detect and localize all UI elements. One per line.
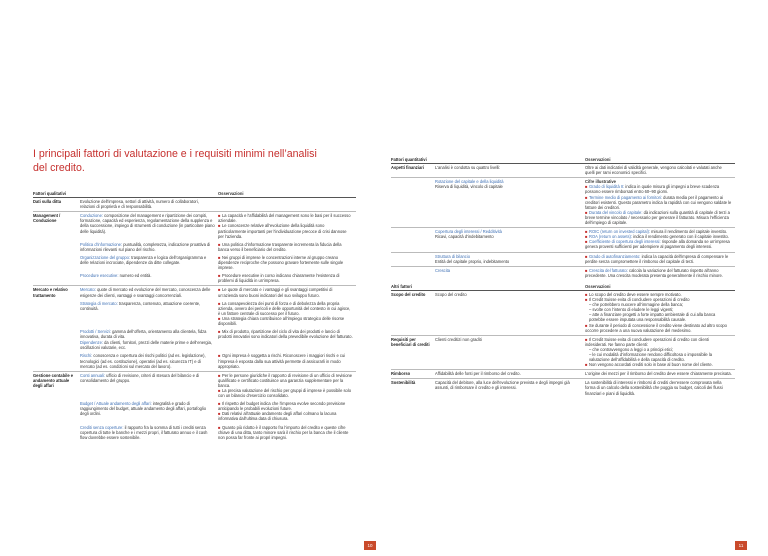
row-label: Scopo del credito <box>391 291 426 297</box>
item-label: Dipendenze: <box>80 340 103 346</box>
right-page <box>384 0 768 556</box>
table-row: Mercato e relativo trattamento Mercato: quote di mercato ed evoluzione del mercato, conoscenza delle esigenze dei clienti, vantaggi e svantaggi concorrenziali. ■ Le quote di mercato e i vantaggi e gli svantaggi competitivi di un’azienda sono buoni indicatori del suo sviluppo futuro. Strategia di mercato: trasparenza, contenuto, attuazione coerente, continuità. ■ La consapevolezza dei punti di forza e di debolezza della propria azienda, ovvero dei pericoli e delle opportunità del contesto in cui agisce, è un fattore centrale di successo per il futuro. ■ Una strategia chiara contribuisce all’impiego strategico delle risorse disponibili. Prodotti / Servizi: gamma dell’offerta, orientamento alla clientela, fidza innovativa, durata di vita. Dipendenze: da clienti, fornitori, prezzi delle materie prime e dell’energia, oscillazioni valutarie, ecc. ■ Mix di prodotto, ripartizione del ciclo di vita dei prodotti e lancio di prodotti innovativi sono indicatori della prevedibile evoluzione del fatturato. Rischi: conoscenza e copertura dei rischi politici (ad es. legislazione), tecnologici (ad es. costituzione), operativi (ad es. sicurezza IT) e di mercato (ad es. condizioni sul mercato del lavoro). ■ Ogni impresa è soggetta a rischi. Riconoscere i maggiori rischi e cui l’impresa è esposta dalla sua attività permette di assicurarli in modo appropriato. <box>33 286 356 371</box>
item-label: Mercato: <box>80 287 96 293</box>
header-factors: Fattori quantitativi <box>391 157 427 162</box>
page-title: I principali fattori di valutazione e i requisiti minimi nell’analisi del credito. <box>33 148 317 174</box>
item-label: Rotazione del capitale e della liquidità <box>435 179 504 185</box>
row-text: Clienti creditizi non graditi <box>435 336 482 342</box>
item-text: il rapporto fra la somma di tutti i crediti senza copertura di tutte le banche e i mezzi propri, il fatturato annuo e il cash flow dovrebbe essere sostenibile. <box>80 424 208 440</box>
table-row: Requisiti per beneficiari di crediti Clienti creditizi non graditi ■ Il Credit Suisse evita di concludere operazioni di credito con clienti indesiderati. Ne fanno parte clienti: – che contravvengono a leggi o a principi etici; – le cui modalità d’informazione rendono difficoltosa o impossibile la valutazione dell’affidabilità e della capacità di credito. ■ Non vengono accordati crediti solo in base al buon nome del cliente. <box>391 336 735 371</box>
table-header <box>391 157 735 164</box>
qualitative-factors-table <box>33 191 356 442</box>
bullet-text: Nei gruppi di imprese le concentrazioni interne al gruppo creano dipendenze reciproche che possono gravare fortemente sulle singole imprese. <box>218 254 344 271</box>
item-label: ROIC (return on invested capital): <box>589 229 650 235</box>
bullet-text: indica il rendimento generato con il capitale investito. <box>632 234 729 240</box>
item-label: Rischi: <box>80 353 93 359</box>
row-text: L’origine dei mezzi per il rimborso del credito deve essere chiaramente precisata. <box>585 371 732 377</box>
row-text: La sostenibilità di interessi e rimborsi di crediti dev’essere comprovata nella forma di un calcolo della sostenibilità che poggia su budget, calcoli dei flussi finanziari e piani di liquidità. <box>585 380 723 396</box>
bullet-text: Lo scopo del credito deve essere sempre motivato. <box>589 291 682 297</box>
table-row <box>391 379 735 397</box>
row-label: Sostenibilità <box>391 380 416 386</box>
table-row <box>33 198 356 212</box>
bullet-text: calcola la variazione del fatturato rispetto all’anno precedente. Una crescita moderata presenta generalmente il rischio minore. <box>585 267 723 278</box>
item-text: conoscenza e copertura dei rischi politici (ad es. legislazione), tecnologici (ad es. costituzione), operativi (ad es. sicurezza IT) e di mercato (ad es. condizioni sul mercato del lavoro). <box>80 353 206 369</box>
item-text: da clienti, fornitori, prezzi delle materie prime e dell’energia, oscillazioni valutarie, ecc. <box>80 340 212 351</box>
table-row: Management / Conduzione Conduzione: composizione del management e ripartizione dei compiti, formazione, capacità ed esperienza, regolamentazione della supplenza e della successione, impiego di strumenti di conduzione (in particolare piano delle liquidità). ■ La capacità e l’affidabilità del management sono le basi per il successo aziendale. ■ Le conoscenze relative all’evoluzione della liquidità sono particolarmente importanti per l’individuazione precoce di crisi dannose per l’azienda. Politica d’informazione: puntualità, completezza, indicazione proattiva di informazioni rilevanti sul piano del rischio. ■ Una politica d’informazione trasparente incrementa la fiducia della banca verso il beneficiario del credito. Organizzazione del gruppo: trasparenza e logica dell’organigramma e delle relazioni incrociate, dipendenze da ditte collegate. ■ Nei gruppi di imprese le concentrazioni interne al gruppo creano dipendenze reciproche che possono gravare fortemente sulle singole imprese. Procedure esecutive: numero ed entità. ■ Procedure esecutive in corso indicano chiaramente l’esistenza di problemi di liquidità in un’impresa. <box>33 212 356 286</box>
row-text: L’analisi è condotta su quattro livelli: <box>435 165 501 171</box>
item-text: Entità del capitale proprio, indebitamento <box>435 258 510 264</box>
bullet-text: La capacità e l’affidabilità del management sono le basi per il successo aziendale. <box>218 213 351 224</box>
item-text: integralità e grado di raggiungimento del budget, attuale andamento degli affari, portafoglio degli ordini. <box>80 401 207 417</box>
bullet-text: Una strategia chiara contribuisce all’impiego strategico delle risorse disponibili. <box>218 315 345 326</box>
item-text: composizione del management e ripartizione dei compiti, formazione, capacità ed esperienza, regolamentazione della supplenza e della successione, impiego di strumenti di conduzione (in particolare piano delle liquidità). <box>80 213 215 234</box>
item-label: Crescita del fatturato: <box>589 267 628 273</box>
header-observations: Osservazioni <box>585 157 611 162</box>
sub-item: – atte a finanziare progetti a forte impatto ambientale di cui alla banca potrebbe essere imputata una responsabilità causale. <box>589 312 716 323</box>
row-label: Management / Conduzione <box>33 213 61 224</box>
table-row: Crescita ■ Crescita del fatturato: calcola la variazione del fatturato rispetto all’anno precedente. Una crescita moderata presenta generalmente il rischio minore. <box>435 267 723 278</box>
bullet-text: Una politica d’informazione trasparente incrementa la fiducia della banca verso il beneficiario del credito. <box>218 241 342 252</box>
header-factors: Fattori qualitativi <box>33 191 66 196</box>
header-observations: Osservazioni <box>218 191 244 196</box>
table-row: Struttura di bilancio Entità del capitale proprio, indebitamento ■ Grado di autofinanziamento: indica la capacità dell’impresa di compensare le perdite senza compromettere il rimborso del capitale di terzi. <box>391 253 735 267</box>
row-label: Gestione contabile e andamento attuale degli affari <box>33 372 74 388</box>
item-label: Prodotti / Servizi: <box>80 329 111 335</box>
item-text: numero ed entità. <box>118 273 152 279</box>
bullet-text: Il rispetto del budget indica che l’impresa evolve secondo previsione anticipando le probabili evoluzioni future. <box>218 401 346 412</box>
bullet-text: dà indicazioni sulla quantità di capitale di terzi a breve termine vincolato / necessario per generare il fatturato. Misura l’efficienza dell’impiego di capitale. <box>585 209 730 226</box>
sub-item: – che contravvengono a leggi o a principi etici; <box>589 346 673 352</box>
table-row <box>391 164 735 178</box>
bullet-text: misura il rendimento del capitale investito. <box>649 229 728 235</box>
item-label: Copertura degli interessi / Redditività <box>435 229 502 235</box>
item-label: Budget / Attuale andamento degli affari: <box>80 401 152 407</box>
quantitative-factors-table <box>391 157 735 398</box>
bullet-text: Non vengono accordati crediti solo in base al buon nome del cliente. <box>589 362 713 368</box>
bullet-text: risponde alla domanda se un’impresa genera proventi sufficienti per adempiere al pagamento degli interessi. <box>585 239 730 250</box>
item-label: Grado di autofinanziamento: <box>589 253 641 259</box>
bullet-text: Le quote di mercato e i vantaggi e gli svantaggi competitivi di un’azienda sono buoni indicatori del suo sviluppo futuro. <box>218 287 333 298</box>
sub-item: – le cui modalità d’informazione rendono difficoltosa o impossibile la valutazione dell’affidabilità e della capacità di credito. <box>589 352 713 363</box>
item-label: Politica d’informazione: <box>80 241 123 247</box>
item-label: Procedure esecutive: <box>80 273 119 279</box>
item-label: Grado di liquidità II: <box>589 184 625 190</box>
item-label: Durata del vincolo di capitale: <box>589 209 643 215</box>
row-text: Affidabilità delle fonti per il rimborso del credito. <box>435 371 521 377</box>
header-observations: Osservazioni <box>585 283 611 289</box>
item-label: Coefficiente di copertura degli interessi: <box>589 239 661 245</box>
bullet-text: La precisa valutazione del rischio per gruppi di imprese è possibile solo con un bilancio d’esercizio consolidato. <box>218 388 352 399</box>
item-label: ROA (return on assets): <box>589 234 633 240</box>
bullet-text: Se durante il periodo di concessione il credito viene destinato ad altro scopo occorre procedere a una nuova valutazione del medesimo. <box>585 322 727 333</box>
table-row: Rotazione del capitale e della liquidità Riserva di liquidità, vincolo di capitale Cifre illustrative ■ Grado di liquidità II: indica in quale misura gli impegni a breve scadenza possono essere rimborsati entro 60–90 giorni. ■ Termine medio di pagamento ai fornitori: durata media per il pagamento ai creditori esistenti. Questo parametro indica la rapidità con cui vengono saldate le fatture dei creditori. ■ Durata del vincolo di capitale: dà indicazioni sulla quantità di capitale di terzi a breve termine vincolato / necessario per generare il fatturato. Misura l’efficienza dell’impiego di capitale. <box>391 178 735 228</box>
bullet-text: Il Credit Suisse evita di concludere operazioni di credito con clienti indesiderati. Ne fanno parte clienti: <box>585 336 709 347</box>
bullet-text: Ogni impresa è soggetta a rischi. Riconoscere i maggiori rischi e cui l’impresa è esposta dalla sua attività permette di assicurarli in modo appropriato. <box>218 353 346 369</box>
item-label: Strategia di mercato: <box>80 300 118 306</box>
table-header <box>33 191 356 198</box>
bullet-text: Mix di prodotto, ripartizione del ciclo di vita dei prodotti e lancio di prodotti innovativi sono indicatori della prevedibile evoluzione del fatturato. <box>218 329 353 340</box>
bullet-text: Per le persone giuridiche il rapporto di revisione di un ufficio di revisione qualificato e certificato costituisce una garanzia supplementare per la banca. <box>218 372 353 388</box>
table-row <box>391 370 735 379</box>
row-text: Capacità del debitore, alla luce dell’evoluzione prevista e degli impegni già assunti, di rimborsare il credito e gli interessi. <box>435 380 570 391</box>
bullet-text: Procedure esecutive in corso indicano chiaramente l’esistenza di problemi di liquidità in un’impresa. <box>218 273 340 284</box>
table-header <box>391 280 735 291</box>
item-label: Crescita <box>435 267 451 273</box>
row-label: Dati sulla ditta <box>33 199 61 205</box>
table-row: Scopo del credito Scopo del credito ■ Lo scopo del credito deve essere sempre motivato. ■ Il Credit Suisse evita di concludere operazioni di credito – che potrebbero nuocere all’immagine della banca; – svolte con l’intento di eludere le leggi vigenti; – atte a finanziare progetti a forte impatto ambientale di cui alla banca potrebbe essere imputata una responsabilità causale. ■ Se durante il periodo di concessione il credito viene destinato ad altro scopo occorre procedere a una nuova valutazione del medesimo. <box>391 291 735 336</box>
bullet-text: La consapevolezza dei punti di forza e di debolezza della propria azienda, ovvero dei pericoli e delle opportunità del contesto in cui agisce, è un fattore centrale di successo per il futuro. <box>218 300 351 316</box>
item-text: puntualità, completezza, indicazione proattiva di informazioni rilevanti sul piano del rischio. <box>80 241 211 252</box>
item-text: Ricavi, capacità d’indebitamento <box>435 234 494 240</box>
item-label: Crediti senza coperture: <box>80 424 124 430</box>
bullet-text: Quanto più ridotto è il rapporto fra l’importo del credito e queste cifre chiave di una ditta, tanto minore sarà il rischio per la banca che il cliente non possa far fronte ai propri impegni. <box>218 424 349 440</box>
page-number-left: 10 <box>364 541 376 550</box>
item-label: Struttura di bilancio <box>435 253 471 259</box>
header-other-factors: Altri fattori <box>391 283 412 289</box>
bullet-text: Il Credit Suisse evita di concludere operazioni di credito <box>589 297 690 303</box>
row-label: Aspetti finanziari <box>391 165 424 171</box>
table-row: Gestione contabile e andamento attuale degli affari Conti annuali: ufficio di revisione, criteri di stesura del bilancio e di consolidamento del gruppo. ■ Per le persone giuridiche il rapporto di revisione di un ufficio di revisione qualificato e certificato costituisce una garanzia supplementare per la banca. ■ La precisa valutazione del rischio per gruppi di imprese è possibile solo con un bilancio d’esercizio consolidato. Budget / Attuale andamento degli affari: integralità e grado di raggiungimento del budget, attuale andamento degli affari, portafoglio degli ordini. ■ Il rispetto del budget indica che l’impresa evolve secondo previsione anticipando le probabili evoluzioni future. ■ Dati relativi all’attuale andamento degli affari colmano la lacuna informativa dall’ultima data di chiusura. Crediti senza coperture: il rapporto fra la somma di tutti i crediti senza copertura di tutte le banche e i mezzi propri, il fatturato annuo e il cash flow dovrebbe essere sostenibile. ■ Quanto più ridotto è il rapporto fra l’importo del credito e queste cifre chiave di una ditta, tanto minore sarà il rischio per la banca che il cliente non possa far fronte ai propri impegni. <box>33 372 353 440</box>
row-text: Evoluzione dell’impresa, settori di attività, numero di collaboratori, relazioni di proprietà e di responsabilità. <box>80 199 199 210</box>
table-row: Copertura degli interessi / Redditività Ricavi, capacità d’indebitamento ■ ROIC (return on invested capital): misura il rendimento del capitale investito. ■ ROA (return on assets): indica il rendimento generato con il capitale investito. ■ Coefficiente di copertura degli interessi: risponde alla domanda se un’impresa genera proventi sufficienti per adempiere al pagamento degli interessi. <box>391 228 735 252</box>
item-label: Termine medio di pagamento ai fornitori: <box>589 194 663 200</box>
item-text: ufficio di revisione, criteri di stesura del bilancio e di consolidamento del gruppo. <box>80 372 200 383</box>
item-heading: Cifre illustrative <box>585 179 616 185</box>
item-label: Organizzazione del gruppo: <box>80 254 131 260</box>
item-label: Conti annuali: <box>80 372 106 378</box>
sub-item: – che potrebbero nuocere all’immagine della banca; <box>589 302 683 308</box>
item-text: Riserva di liquidità, vincolo di capitale <box>435 184 503 190</box>
sub-item: – svolte con l’intento di eludere le leggi vigenti; <box>589 307 674 313</box>
bullet-text: Dati relativi all’attuale andamento degli affari colmano la lacuna informativa dall’ultima data di chiusura. <box>218 411 337 422</box>
row-text: Oltre ai dati indicativi di validità generale, vengono calcolati e valutati anche quelli per rami economici specifici. <box>585 165 722 176</box>
row-label: Rimborso <box>391 371 411 377</box>
row-label: Requisiti per beneficiari di crediti <box>391 336 430 347</box>
bullet-text: Le conoscenze relative all’evoluzione della liquidità sono particolarmente importanti per l’individuazione precoce di crisi dannose per l’azienda. <box>218 223 347 239</box>
page-number-right: 11 <box>735 541 747 550</box>
item-text: trasparenza, contenuto, attuazione coerente, continuità. <box>80 300 201 311</box>
row-text: Scopo del credito <box>435 291 467 297</box>
bullet-text: durata media per il pagamento ai creditori esistenti. Questo parametro indica la rapidità con cui vengono saldate le fatture dei creditori. <box>585 194 732 210</box>
item-text: trasparenza e logica dell’organigramma e delle relazioni incrociate, dipendenze da ditte collegate. <box>80 254 207 266</box>
bullet-text: indica in quale misura gli impegni a breve scadenza possono essere rimborsati entro 60–90 giorni. <box>585 184 720 195</box>
bullet-text: indica la capacità dell’impresa di compensare le perdite senza compromettere il rimborso del capitale di terzi. <box>585 253 729 264</box>
item-label: Conduzione: <box>80 213 103 219</box>
row-label: Mercato e relativo trattamento <box>33 287 68 298</box>
item-text: quote di mercato ed evoluzione del mercato, conoscenza delle esigenze dei clienti, vantaggi e svantaggi concorrenziali. <box>80 287 211 298</box>
item-text: gamma dell’offerta, orientamento alla clientela, fidza innovativa, durata di vita. <box>80 329 207 340</box>
